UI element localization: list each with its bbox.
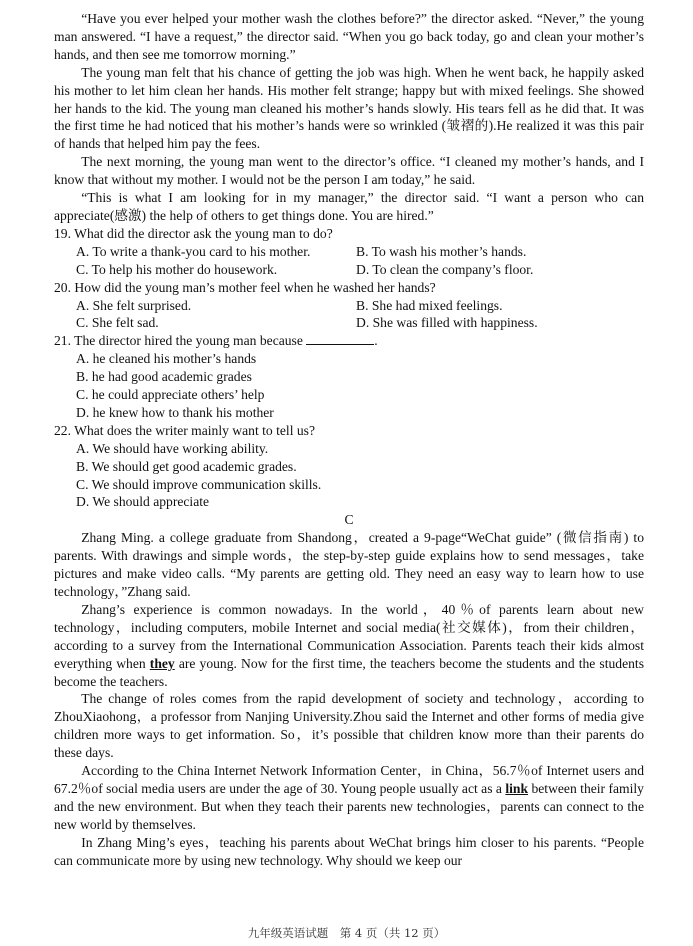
- section-c-paragraph-4-text: According to the China Internet Network Information Center，in China，56.7％of Internet users and 67.2％of social media users are under the age of 30. Young people usually act as a: [54, 763, 644, 796]
- question-21-stem-text: 21. The director hired the young man because: [54, 333, 307, 349]
- question-19-options-row-1: [54, 243, 644, 261]
- answer-blank: [306, 332, 374, 345]
- underlined-word-link: link: [505, 780, 529, 796]
- passage-paragraph-1: “Have you ever helped your mother wash the clothes before?” the director asked. “Never,” the young man answered. “I have a request,” the director said. “When you go back today, go and clean your mother’s hands, and then see me tomorrow morning.”: [54, 11, 644, 62]
- section-c-paragraph-2-rest: are young. Now for the first time, the teachers become the students and the students become the teachers.: [54, 655, 644, 689]
- section-c-paragraph-2-text: Zhang’s experience is common nowadays. In the world，40％of parents learn about new technology，including computers, mobile Internet and social media(社交媒体)，from their children，according to a survey from the International Communication Association. Parents teach their kids almost everything when: [54, 601, 644, 671]
- passage-paragraph-2: The young man felt that his chance of getting the job was high. When he went back, he happily asked his mother to let him clean her hands. His mother felt strange; happy but with mixed feelings. She showed her hands to the kid. The young man cleaned his mother’s hands slowly. His tears fell as he did that. It was the first time he had noticed that his mother’s hands were so wrinkled (皱褶的).He realized it was this pair of hands that helped him pay the fees.: [54, 64, 644, 152]
- question-22-option-d: D. We should appreciate: [76, 494, 210, 510]
- passage-paragraph-4: “This is what I am looking for in my manager,” the director said. “I want a person who can appreciate(感激) the help of others to get things done. You are hired.”: [54, 190, 644, 223]
- question-21-option-a: A. he cleaned his mother’s hands: [76, 351, 257, 367]
- question-19-option-b: B. To wash his mother’s hands.: [356, 243, 527, 259]
- section-c-paragraph-3: The change of roles comes from the rapid development of society and technology，according to ZhouXiaohong，a professor from Nanjing University.Zhou said the Internet and other forms of media give children more ways to get information. So，it’s possible that children know more than their parents do these days.: [54, 691, 644, 761]
- exam-page: [54, 10, 644, 870]
- question-21-stem-end: .: [374, 333, 378, 349]
- question-21-stem: [54, 332, 644, 350]
- passage-paragraph-3: The next morning, the young man went to the director’s office. “I cleaned my mother’s hands, and I know that without my mother. I would not be the person I am today,” he said.: [54, 154, 644, 188]
- question-22-option-c: C. We should improve communication skills.: [76, 476, 322, 492]
- question-20-option-a: A. She felt surprised.: [76, 297, 192, 313]
- question-19-stem: 19. What did the director ask the young man to do?: [54, 225, 333, 241]
- section-c-paragraph-1: Zhang Ming. a college graduate from Shandong，created a 9-page“WeChat guide” (微信指南) to parents. With drawings and simple words，the step-by-step guide explains how to send messages，take pictures and make video calls. “My parents are getting old. They need an easy way to learn how to use technology，”Zhang said.: [54, 530, 644, 599]
- question-22-stem: 22. What does the writer mainly want to tell us?: [54, 422, 315, 438]
- question-19-option-d: D. To clean the company’s floor.: [356, 261, 534, 277]
- question-19-option-a: A. To write a thank-you card to his mother.: [76, 243, 311, 259]
- question-20-options-row-1: [54, 297, 644, 315]
- page-footer: 九年级英语试题 第 4 页（共 12 页）: [247, 926, 446, 940]
- question-20-option-b: B. She had mixed feelings.: [356, 297, 503, 313]
- section-c-paragraph-4-rest: between their family and the new environment. But when they teach their parents new technologies，parents can connect to the new world by themselves.: [54, 780, 644, 832]
- section-heading-c: C: [344, 512, 354, 528]
- question-20-stem: 20. How did the young man’s mother feel when he washed her hands?: [54, 279, 436, 295]
- question-20-options-row-2: [54, 314, 644, 332]
- question-19-option-c: C. To help his mother do housework.: [76, 261, 278, 277]
- question-20-option-d: D. She was filled with happiness.: [356, 315, 538, 331]
- question-19-options-row-2: [54, 261, 644, 279]
- question-21-option-d: D. he knew how to thank his mother: [76, 404, 274, 420]
- section-c-paragraph-2: [54, 601, 644, 691]
- question-22-option-b: B. We should get good academic grades.: [76, 458, 297, 474]
- section-c-paragraph-4: [54, 762, 644, 834]
- section-c-paragraph-5: In Zhang Ming’s eyes，teaching his parents about WeChat brings him closer to his parents. “People can communicate more by using new technology. Why should we keep our: [54, 834, 644, 868]
- question-21-option-c: C. he could appreciate others’ help: [76, 387, 265, 403]
- question-22-option-a: A. We should have working ability.: [76, 440, 269, 456]
- underlined-word-they: they: [149, 655, 175, 671]
- question-21-option-b: B. he had good academic grades: [76, 369, 252, 385]
- question-20-option-c: C. She felt sad.: [76, 315, 159, 331]
